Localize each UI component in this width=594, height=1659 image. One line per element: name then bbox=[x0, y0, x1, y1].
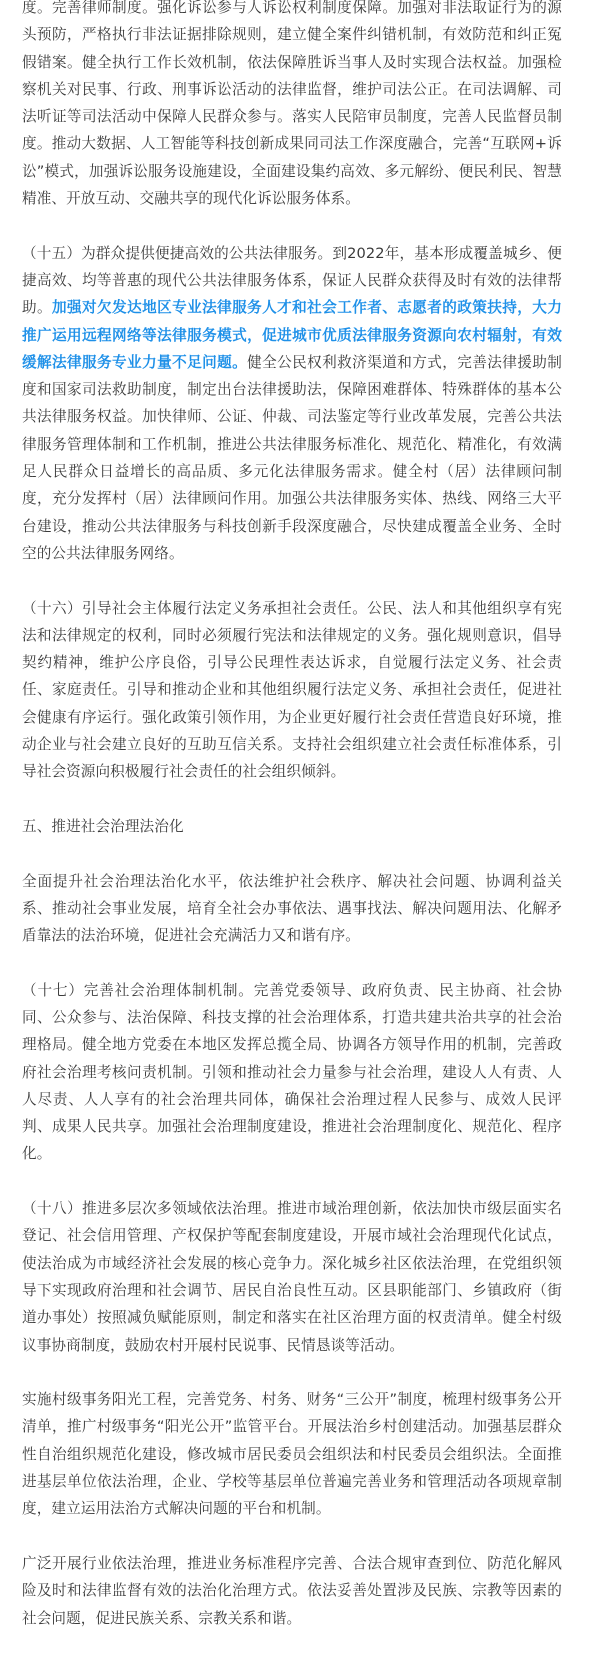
paragraph-governance-system: （十七）完善社会治理体制机制。完善党委领导、政府负责、民主协商、社会协同、公众参与、法治保障、科技支撑的社会治理体系，打造共建共治共享的社会治理格局。健全地方党委在本地区发挥总揽全局、协调各方领导作用的机制，完善政府社会治理考核问责机制。引领和推动社会力量参与社会治理，建设人人有责、人人尽责、人人享有的社会治理共同体，确保社会治理过程人民参与、成效人民评判、成果人民共享。加强社会治理制度建设，推进社会治理制度化、规范化、程序化。 bbox=[22, 981, 562, 1163]
paragraph-social-responsibility: （十六）引导社会主体履行法定义务承担社会责任。公民、法人和其他组织享有宪法和法律规定的权利，同时必须履行宪法和法律规定的义务。强化规则意识，倡导契约精神，维护公序良俗，引导公民理性表达诉求，自觉履行法定义务、社会责任、家庭责任。引导和推动企业和其他组织履行法定义务、承担社会责任，促进社会健康有序运行。强化政策引领作用，为企业更好履行社会责任营造良好环境，推动企业与社会建立良好的互助互信关系。支持社会组织建立社会责任标准体系，引导社会资源向积极履行社会责任的社会组织倾斜。 bbox=[22, 599, 562, 781]
paragraph-multilevel-governance: （十八）推进多层次多领域依法治理。推进市域治理创新，依法加快市级层面实名登记、社会信用管理、产权保护等配套制度建设，开展市域社会治理现代化试点，使法治成为市域经济社会发展的核心竞争力。深化城乡社区依法治理，在党组织领导下实现政府治理和社会调节、居民自治良性互动。区县职能部门、乡镇政府（街道办事处）按照减负赋能原则，制定和落实在社区治理方面的权责清单。健全村级议事协商制度，鼓励农村开展村民说事、民情恳谈等活动。 bbox=[22, 1200, 562, 1354]
paragraph-section-intro: 全面提升社会治理法治化水平，依法维护社会秩序、解决社会问题、协调利益关系、推动社会事业发展，培育全社会办事依法、遇事找法、解决问题用法、化解矛盾靠法的法治环境，促进社会充满活力又和谐有序。 bbox=[22, 872, 562, 945]
paragraph-text: 健全公民权利救济渠道和方式，完善法律援助制度和国家司法救助制度，制定出台法律援助法，保障困难群体、特殊群体的基本公共法律服务权益。加快律师、公证、仲裁、司法鉴定等行业改革发展，完善公共法律服务管理体制和工作机制，推进公共法律服务标准化、规范化、精准化，有效满足人民群众日益增长的高品质、多元化法律服务需求。健全村（居）法律顾问制度，充分发挥村（居）法律顾问作用。加强公共法律服务实体、热线、网络三大平台建设，推动公共法律服务与科技创新手段深度融合，尽快建成覆盖全业务、全时空的公共法律服务网络。 bbox=[22, 353, 562, 562]
paragraph-judicial-reform: 度。完善律师制度。强化诉讼参与人诉讼权利制度保障。加强对非法取证行为的源头预防，严格执行非法证据排除规则，建立健全案件纠错机制，有效防范和纠正冤假错案。健全执行工作长效机制，依法保障胜诉当事人及时实现合法权益。加强检察机关对民事、行政、刑事诉讼活动的法律监督，维护司法公正。在司法调解、司法听证等司法活动中保障人民群众参与。落实人民陪审员制度，完善人民监督员制度。推动大数据、人工智能等科技创新成果同司法工作深度融合，完善“互联网+诉讼”模式，加强诉讼服务设施建设，全面建设集约高效、多元解纷、便民利民、智慧精准、开放互动、交融共享的现代化诉讼服务体系。 bbox=[22, 0, 562, 208]
paragraph-public-legal-services bbox=[22, 240, 562, 568]
highlighted-text: 加强对欠发达地区专业法律服务人才和社会工作者、志愿者的政策扶持，大力推广运用远程网络等法律服务模式，促进城市优质法律服务资源向农村辐射，有效缓解法律服务专业力量不足问题。 bbox=[22, 299, 563, 371]
paragraph-industry-governance: 广泛开展行业依法治理，推进业务标准程序完善、合法合规审查到位、防范化解风险及时和法律监督有效的法治化治理方式。依法妥善处置涉及民族、宗教等因素的社会问题，促进民族关系、宗教关系和谐。 bbox=[22, 1554, 562, 1627]
paragraph-village-affairs: 实施村级事务阳光工程，完善党务、村务、财务“三公开”制度，梳理村级事务公开清单，推广村级事务“阳光公开”监管平台。开展法治乡村创建活动。加强基层群众性自治组织规范化建设，修改城市居民委员会组织法和村民委员会组织法。全面推进基层单位依法治理，企业、学校等基层单位普遍完善业务和管理活动各项规章制度，建立运用法治方式解决问题的平台和机制。 bbox=[22, 1391, 562, 1518]
paragraph-text: （十五）为群众提供便捷高效的公共法律服务。到2022年，基本形成覆盖城乡、便捷高效、均等普惠的现代公共法律服务体系，保证人民群众获得及时有效的法律帮助。 bbox=[22, 244, 562, 317]
section-heading: 五、推进社会治理法治化 bbox=[22, 817, 184, 835]
article-body bbox=[22, 0, 562, 1659]
